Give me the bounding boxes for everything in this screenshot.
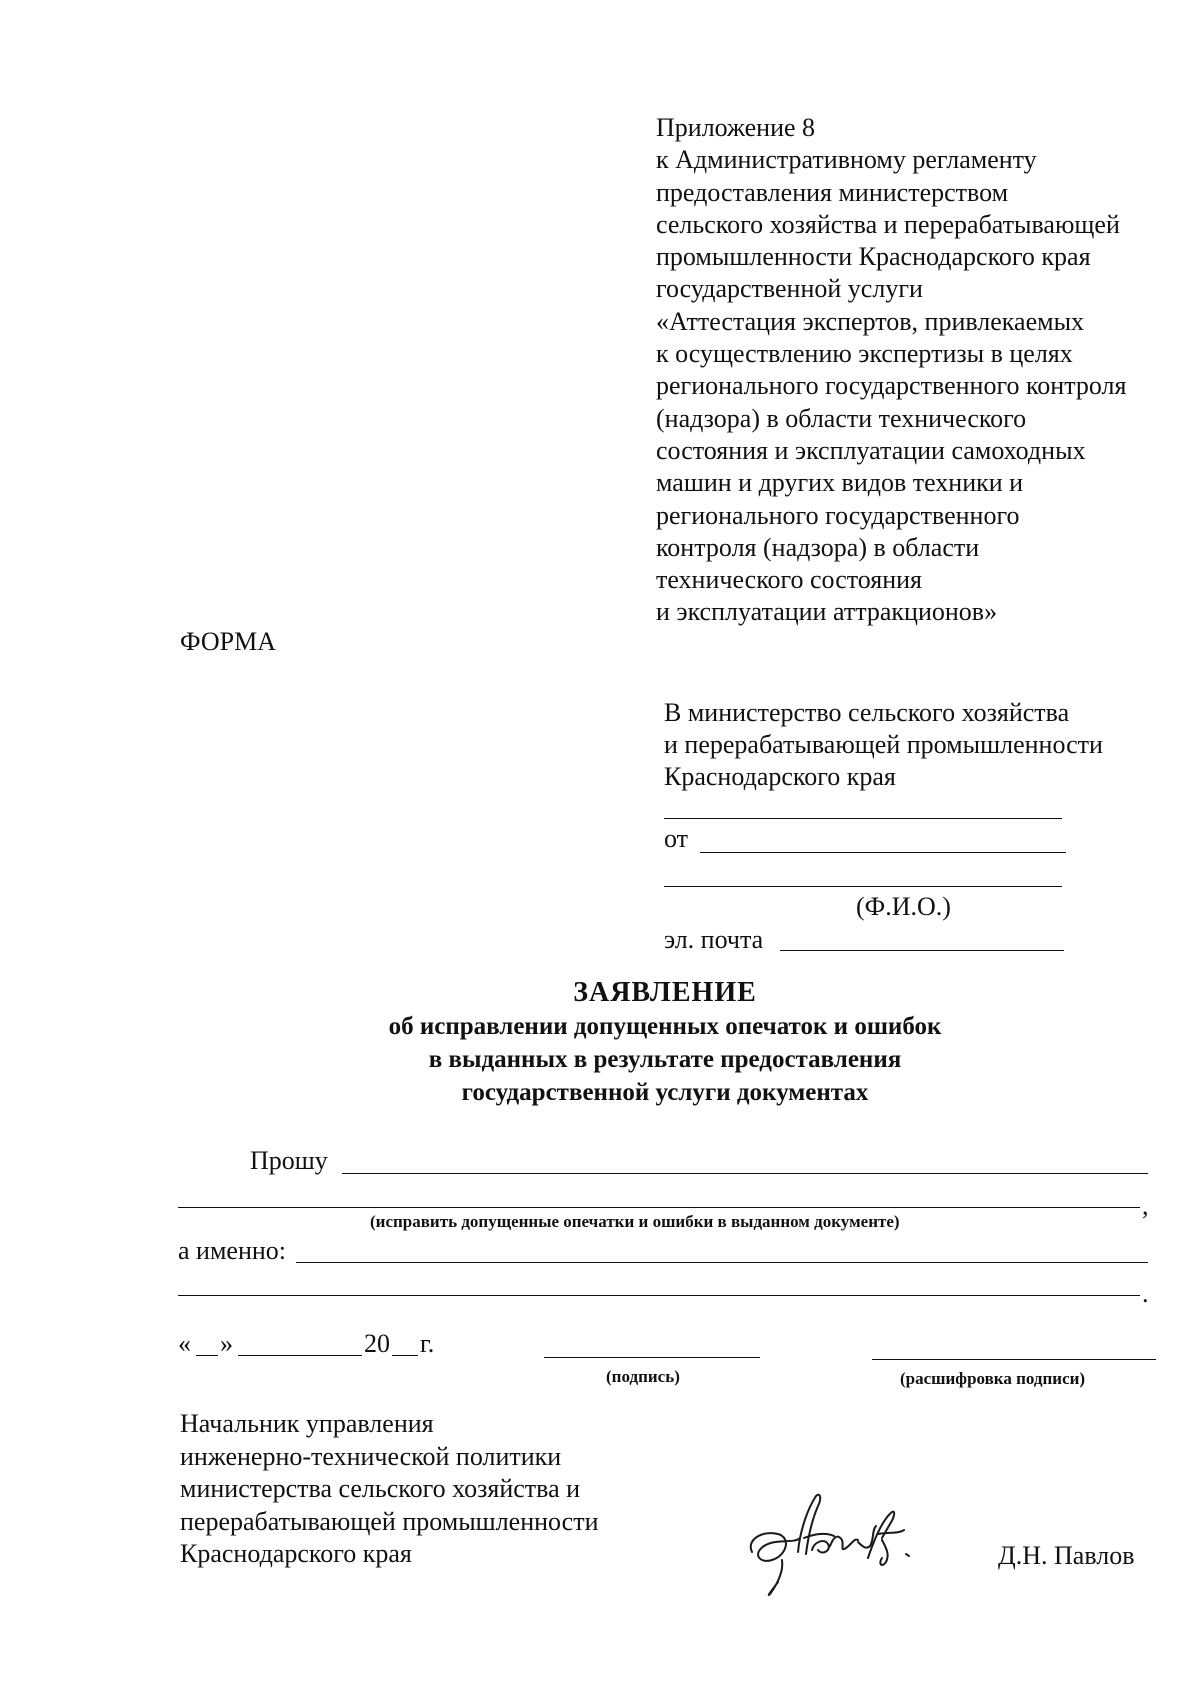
request-hint: (исправить допущенные опечатки и ошибки в выданном документе) (370, 1212, 900, 1231)
appendix-line: сельского хозяйства и перерабатывающей (656, 209, 1120, 239)
email-field[interactable] (780, 950, 1064, 951)
applicant-line-3[interactable] (664, 886, 1062, 887)
from-label: от (664, 824, 689, 853)
signatory-position (180, 1408, 599, 1571)
appendix-line: контроля (надзора) в области (656, 532, 980, 562)
request-field-1[interactable] (342, 1173, 1148, 1174)
appendix-line: машин и других видов техники и (656, 468, 1024, 498)
appendix-line: промышленности Краснодарского края (656, 242, 1091, 272)
appendix-line: регионального государственного (656, 500, 1020, 530)
statement-subtitle-line: государственной услуги документах (461, 1079, 869, 1106)
date-open-quote: « (178, 1329, 191, 1358)
appendix-line: к Административному регламенту (656, 145, 1037, 175)
signatory-line: министерства сельского хозяйства и (180, 1474, 581, 1503)
applicant-line-1[interactable] (664, 818, 1062, 819)
statement-subtitle-line: в выданных в результате предоставления (428, 1046, 902, 1073)
decoding-caption: (расшифровка подписи) (900, 1369, 1086, 1388)
addressee-line: Краснодарского края (664, 762, 896, 791)
namely-field-1[interactable] (296, 1262, 1148, 1263)
appendix-line: государственной услуги (656, 274, 923, 304)
statement-heading: ЗАЯВЛЕНИЕ (573, 977, 757, 1008)
fio-caption: (Ф.И.О.) (856, 892, 951, 921)
addressee-line: В министерство сельского хозяйства (664, 698, 1070, 727)
appendix-line: к осуществлению экспертизы в целях (656, 339, 1073, 369)
date-year-prefix: 20 (364, 1329, 390, 1358)
addressee-block (664, 697, 1103, 793)
date-close-quote: » (220, 1329, 233, 1358)
signatory-line: инженерно-технической политики (180, 1441, 562, 1471)
appendix-line: состояния и эксплуатации самоходных (656, 435, 1086, 465)
request-period: . (1142, 1279, 1149, 1308)
appendix-line: технического состояния (656, 565, 923, 595)
signatory-name: Д.Н. Павлов (998, 1541, 1135, 1570)
appendix-line: предоставления министерством (656, 177, 1009, 207)
signatory-line: перерабатывающей промышленности (180, 1506, 599, 1536)
date-year-suffix: г. (420, 1329, 435, 1358)
namely-field-2[interactable] (178, 1295, 1140, 1296)
ask-label: Прошу (250, 1146, 328, 1175)
signature-field[interactable] (544, 1357, 760, 1358)
form-label: ФОРМА (180, 627, 276, 656)
appendix-line: и эксплуатации аттракционов» (656, 597, 998, 627)
signatory-line: Начальник управления (180, 1409, 434, 1438)
date-year-field[interactable] (392, 1355, 418, 1356)
request-field-2[interactable] (178, 1207, 1140, 1208)
email-label: эл. почта (664, 925, 764, 954)
signature-caption: (подпись) (606, 1367, 680, 1386)
date-day-field[interactable] (196, 1355, 218, 1356)
appendix-line: регионального государственного контроля (656, 371, 1127, 401)
statement-title (0, 976, 1200, 1109)
appendix-header (656, 112, 1126, 629)
date-month-field[interactable] (238, 1355, 362, 1356)
signature-decoding-field[interactable] (872, 1359, 1156, 1360)
applicant-from-field[interactable] (700, 852, 1066, 853)
addressee-line: и перерабатывающей промышленности (664, 730, 1103, 759)
appendix-line: Приложение 8 (656, 113, 816, 142)
appendix-line: (надзора) в области технического (656, 403, 1027, 433)
statement-subtitle-line: об исправлении допущенных опечаток и ошибок (388, 1013, 942, 1040)
signatory-line: Краснодарского края (180, 1539, 412, 1568)
handwritten-signature (742, 1490, 932, 1600)
appendix-line: «Аттестация экспертов, привлекаемых (656, 306, 1085, 336)
request-comma: , (1142, 1191, 1149, 1220)
namely-label: а именно: (178, 1236, 286, 1265)
